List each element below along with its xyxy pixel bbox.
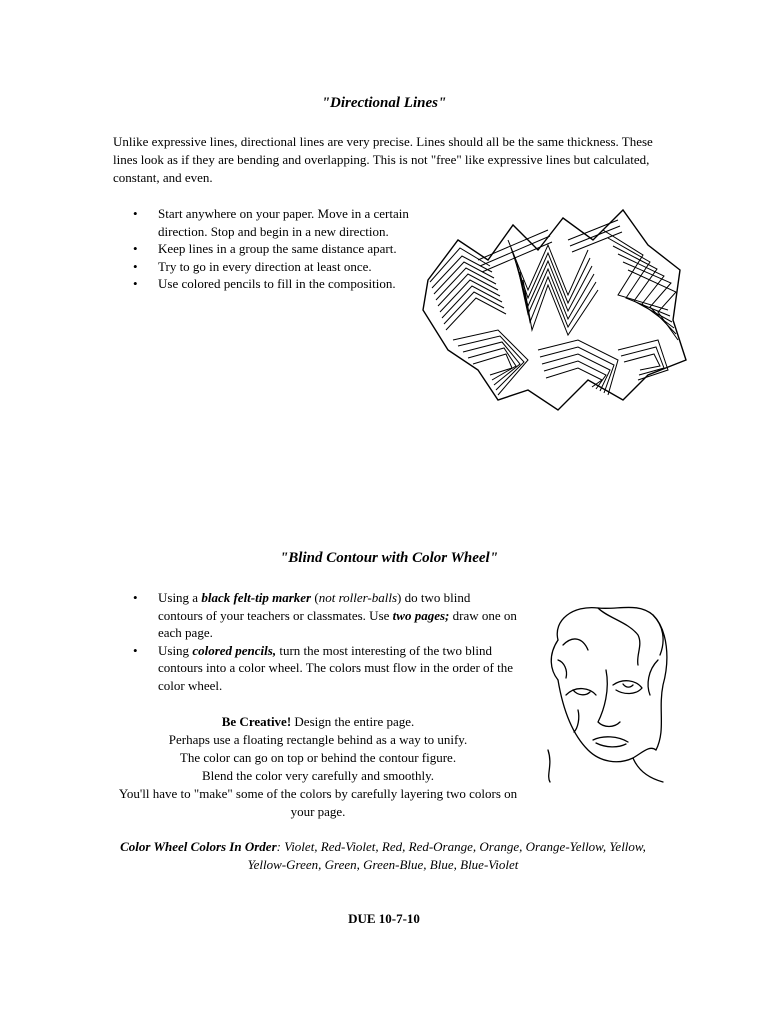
section1-title: "Directional Lines" xyxy=(321,95,447,111)
bullet1-marker-emphasis: black felt-tip marker xyxy=(201,590,312,605)
be-creative-block xyxy=(108,713,528,821)
bullet1-end: draw one on each page. xyxy=(158,607,517,640)
creative-line: You'll have to "make" some of the colors by carefully layering two colors on your page. xyxy=(118,786,518,819)
color-wheel-order xyxy=(108,838,658,874)
color-wheel-list: Violet, Red-Violet, Red, Red-Orange, Orange, Orange-Yellow, Yellow, Yellow-Green, Green, Green-Blue, Blue, Blue-Violet xyxy=(247,839,646,872)
section2-title: "Blind Contour with Color Wheel" xyxy=(279,550,499,566)
creative-line: Blend the color very carefully and smoothly. xyxy=(201,768,434,783)
bullet1-not-roller: not roller-balls xyxy=(318,590,398,605)
list-item: • Use colored pencils to fill in the composition. xyxy=(113,275,413,293)
be-creative-line xyxy=(108,713,528,731)
list-item: • Try to go in every direction at least once. xyxy=(113,258,413,276)
section2-bullet-list xyxy=(113,589,518,694)
bullet1-pre: Using a xyxy=(158,590,202,605)
creative-line: The color can go on top or behind the contour figure. xyxy=(179,750,457,765)
color-wheel-label: Color Wheel Colors In Order xyxy=(120,839,277,854)
bullet2-pencils: colored pencils, xyxy=(192,642,277,658)
color-wheel-colon: : xyxy=(276,839,285,854)
bullet2-post: turn the most interesting of the two blind contours into a color wheel. The colors must flow in the order of the color wheel. xyxy=(158,642,514,693)
blind-contour-face-illustration xyxy=(538,600,673,785)
bullet2-pre: Using xyxy=(158,642,193,658)
list-item xyxy=(113,589,518,642)
bullet1-mid: ( xyxy=(311,590,319,605)
creative-line: Perhaps use a floating rectangle behind as a way to unify. xyxy=(168,732,468,747)
directional-lines-illustration xyxy=(418,200,693,418)
section1-intro: Unlike expressive lines, directional lines are very precise. Lines should all be the same thickness. These lines look as if they are bending and overlapping. This is not "free" like expressive lines but calculated, constant, and even. xyxy=(113,134,653,185)
bullet1-post: ) do two blind contours of your teachers or classmates. Use xyxy=(158,590,471,623)
be-creative-label: Be Creative! xyxy=(221,714,292,729)
section1-bullet-list xyxy=(113,205,413,293)
list-item: • Start anywhere on your paper. Move in a certain direction. Stop and begin in a new direction. xyxy=(113,205,413,240)
be-creative-rest: Design the entire page. xyxy=(291,714,415,729)
due-date: DUE 10-7-10 xyxy=(348,911,420,926)
list-item xyxy=(113,642,518,695)
bullet1-two-pages: two pages; xyxy=(392,607,450,623)
list-item: • Keep lines in a group the same distance apart. xyxy=(113,240,413,258)
